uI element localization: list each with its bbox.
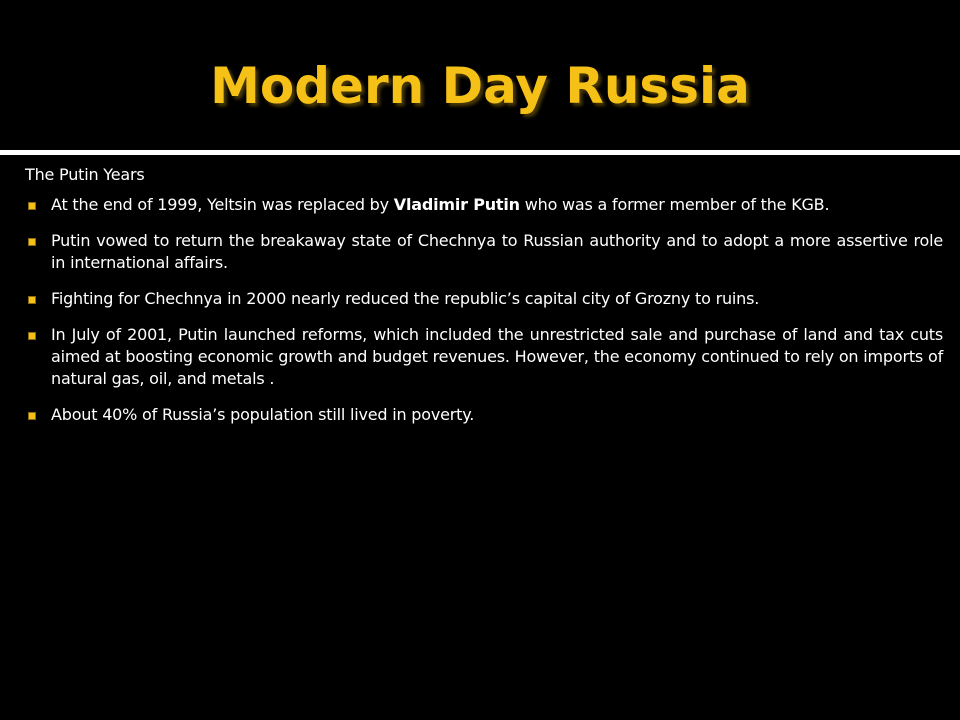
bullet-text: About 40% of Russia’s population still lived in poverty. [51, 405, 475, 424]
title-divider [0, 150, 960, 155]
list-item [25, 324, 943, 390]
bullet-text-bold: Vladimir Putin [393, 195, 520, 214]
square-bullet-icon [28, 332, 36, 340]
list-item [25, 194, 943, 216]
bullet-text [51, 195, 829, 214]
bullet-text: Putin vowed to return the breakaway state of Chechnya to Russian authority and to adopt a more assertive role in international affairs. [51, 231, 943, 272]
bullet-text-after: who was a former member of the KGB. [519, 195, 830, 214]
list-item [25, 404, 943, 426]
square-bullet-icon [28, 238, 36, 246]
square-bullet-icon [28, 412, 36, 420]
slide-title: Modern Day Russia [210, 57, 750, 115]
bullet-text: Fighting for Chechnya in 2000 nearly reduced the republic’s capital city of Grozny to ruins. [51, 289, 760, 308]
square-bullet-icon [28, 296, 36, 304]
bullet-text: In July of 2001, Putin launched reforms, which included the unrestricted sale and purchase of land and tax cuts aimed at boosting economic growth and budget revenues. However, the economy continued to rely on imports of natural gas, oil, and metals . [51, 325, 943, 388]
bullet-list [25, 194, 943, 426]
bullet-text-before: At the end of 1999, Yeltsin was replaced by [51, 195, 394, 214]
list-item [25, 288, 943, 310]
slide-content [25, 164, 943, 440]
section-subheading: The Putin Years [25, 165, 145, 184]
square-bullet-icon [28, 202, 36, 210]
list-item [25, 230, 943, 274]
